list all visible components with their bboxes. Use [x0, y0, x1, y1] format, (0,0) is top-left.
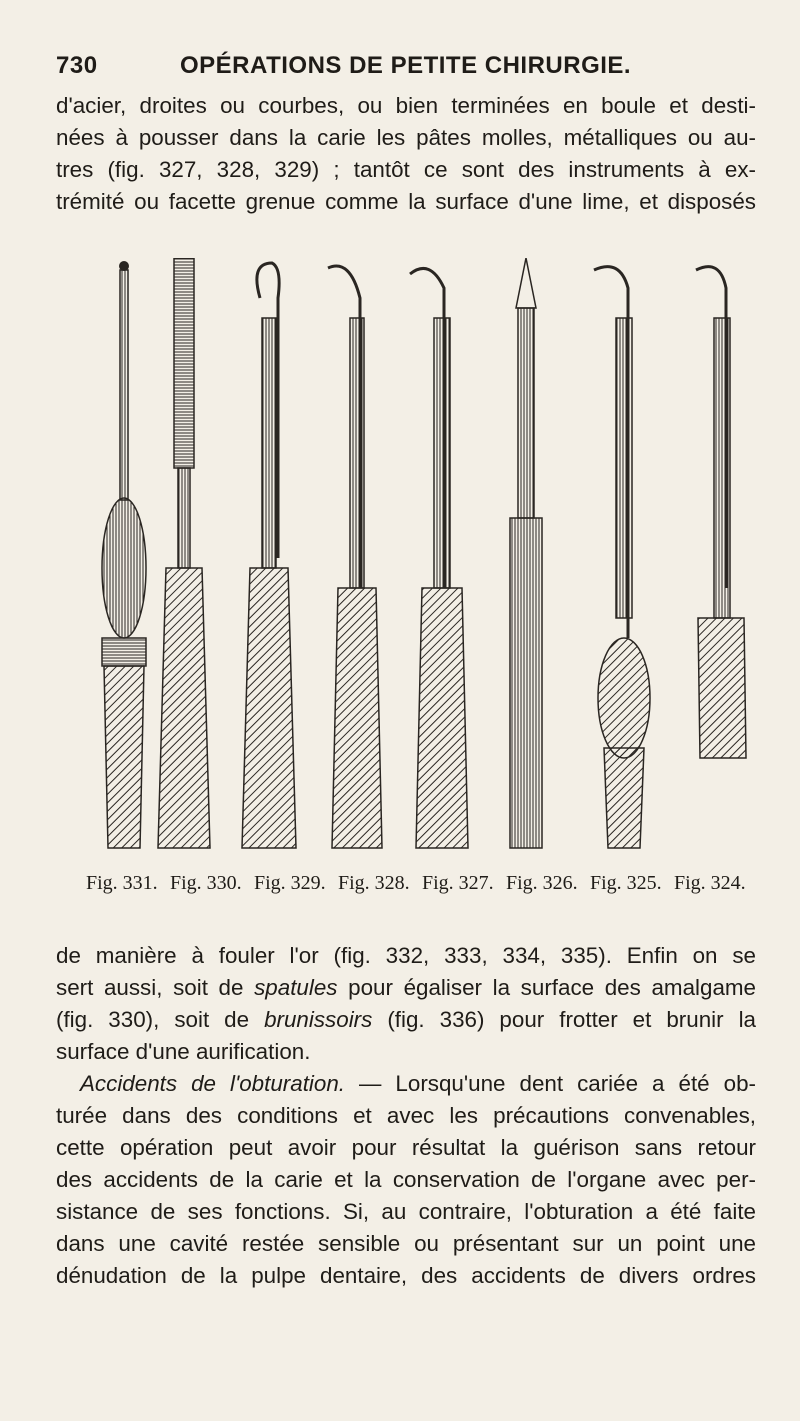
caption-fig-331: Fig. 331.: [86, 872, 158, 894]
top-paragraph: [56, 90, 756, 218]
instrument-fig-330: [158, 258, 210, 848]
text-line: sistance de ses fonctions. Si, au contraire, l'obturation a été faite: [56, 1199, 756, 1224]
text-line: des accidents de la carie et la conservation de l'organe avec per-: [56, 1167, 756, 1192]
text-line: surface d'une aurification.: [56, 1039, 311, 1064]
text-line: turée dans des conditions et avec les précautions convenables,: [56, 1103, 756, 1128]
caption-fig-328: Fig. 328.: [338, 872, 410, 894]
dental-instruments-figure: [100, 258, 760, 868]
text-line: Accidents de l'obturation. — Lorsqu'une dent cariée a été ob-: [80, 1071, 756, 1096]
instrument-fig-327: [410, 268, 468, 848]
text-line: dénudation de la pulpe dentaire, des accidents de divers ordres: [56, 1263, 756, 1288]
text-line: de manière à fouler l'or (fig. 332, 333, 334, 335). Enfin on se: [56, 943, 756, 968]
text-line: tres (fig. 327, 328, 329) ; tantôt ce sont des instruments à ex-: [56, 157, 756, 182]
bottom-text: [56, 940, 756, 1292]
instrument-fig-328: [328, 266, 382, 848]
section-heading: Accidents de l'obturation.: [80, 1071, 346, 1096]
page-number: 730: [56, 52, 98, 79]
instrument-fig-329: [242, 263, 296, 848]
instrument-fig-326: [510, 258, 542, 848]
running-title: OPÉRATIONS DE PETITE CHIRURGIE.: [180, 52, 632, 79]
running-header: [56, 52, 756, 86]
instrument-fig-331: [102, 261, 146, 848]
caption-fig-325: Fig. 325.: [590, 872, 662, 894]
text-line: cette opération peut avoir pour résultat la guérison sans retour: [56, 1135, 756, 1160]
text-line: nées à pousser dans la carie les pâtes molles, métalliques ou au-: [56, 125, 756, 150]
instrument-fig-325: [594, 267, 650, 848]
caption-fig-330: Fig. 330.: [170, 872, 242, 894]
caption-fig-327: Fig. 327.: [422, 872, 494, 894]
figure-captions: [86, 872, 766, 902]
text-line: sert aussi, soit de spatules pour égaliser la surface des amalgame: [56, 975, 757, 1000]
text-line: (fig. 330), soit de brunissoirs (fig. 336) pour frotter et brunir la: [56, 1007, 757, 1032]
text-line: trémité ou facette grenue comme la surface d'une lime, et disposés: [56, 189, 756, 214]
caption-fig-324: Fig. 324.: [674, 872, 746, 894]
text-line: d'acier, droites ou courbes, ou bien terminées en boule et desti-: [56, 93, 756, 118]
text-line: dans une cavité restée sensible ou présentant sur un point une: [56, 1231, 756, 1256]
instrument-fig-324: [696, 267, 746, 758]
caption-fig-326: Fig. 326.: [506, 872, 578, 894]
caption-fig-329: Fig. 329.: [254, 872, 326, 894]
